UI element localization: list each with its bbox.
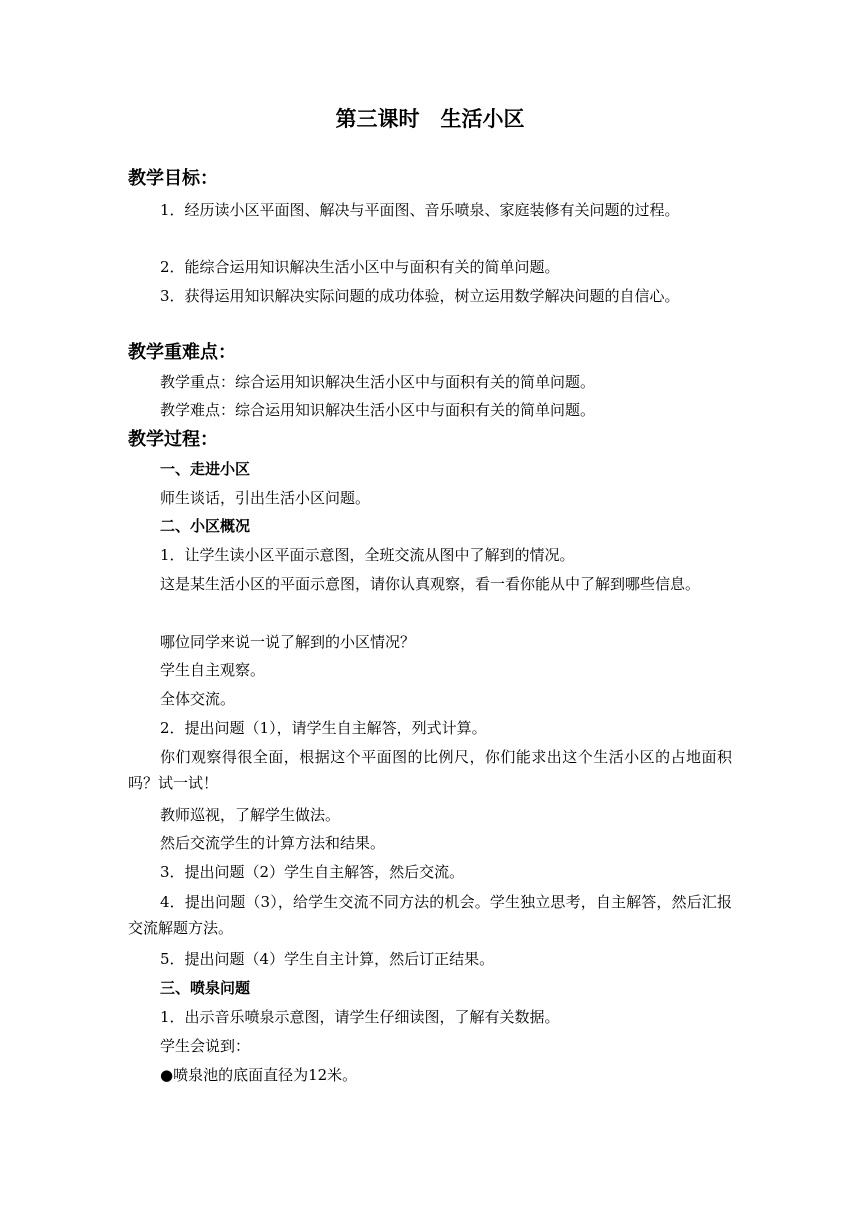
objectives-heading: 教学目标： xyxy=(128,168,218,189)
section-title-3: 三、喷泉问题 xyxy=(160,979,251,997)
paragraph: 4．提出问题（3），给学生交流不同方法的机会。学生独立思考，自主解答，然后汇报交流解题方法。 xyxy=(128,893,732,937)
section-title-2: 二、小区概况 xyxy=(160,517,251,535)
paragraph: 哪位同学来说一说了解到的小区情况？ xyxy=(160,633,416,651)
paragraph: 师生谈话，引出生活小区问题。 xyxy=(160,489,371,507)
key-points-heading: 教学重难点： xyxy=(128,342,236,363)
paragraph: 教师巡视，了解学生做法。 xyxy=(160,806,341,824)
process-heading: 教学过程： xyxy=(128,429,218,450)
paragraph: 这是某生活小区的平面示意图，请你认真观察，看一看你能从中了解到哪些信息。 xyxy=(160,575,701,593)
bullet-item: ●喷泉池的底面直径为12米。 xyxy=(160,1066,358,1084)
page-title: 第三课时 生活小区 xyxy=(335,107,525,131)
paragraph: 3．提出问题（2）学生自主解答，然后交流。 xyxy=(160,863,465,881)
key-point-item-1: 教学重点：综合运用知识解决生活小区中与面积有关的简单问题。 xyxy=(160,373,596,391)
paragraph: 1．出示音乐喷泉示意图，请学生仔细读图，了解有关数据。 xyxy=(160,1008,560,1026)
objective-item-3: 3．获得运用知识解决实际问题的成功体验，树立运用数学解决问题的自信心。 xyxy=(160,287,680,305)
paragraph: 1．让学生读小区平面示意图，全班交流从图中了解到的情况。 xyxy=(160,546,575,564)
key-point-item-2: 教学难点：综合运用知识解决生活小区中与面积有关的简单问题。 xyxy=(160,401,596,419)
section-title-1: 一、走进小区 xyxy=(160,460,251,478)
objective-item-1: 1．经历读小区平面图、解决与平面图、音乐喷泉、家庭装修有关问题的过程。 xyxy=(160,201,680,219)
paragraph: 学生会说到： xyxy=(160,1037,251,1055)
paragraph: 全体交流。 xyxy=(160,690,236,708)
paragraph: 5．提出问题（4）学生自主计算，然后订正结果。 xyxy=(160,950,495,968)
paragraph: 你们观察得很全面，根据这个平面图的比例尺，你们能求出这个生活小区的占地面积吗？试一试！ xyxy=(128,748,732,792)
paragraph: 2．提出问题（1），请学生自主解答，列式计算。 xyxy=(160,719,487,737)
paragraph: 然后交流学生的计算方法和结果。 xyxy=(160,834,386,852)
paragraph: 学生自主观察。 xyxy=(160,661,266,679)
objective-item-2: 2．能综合运用知识解决生活小区中与面积有关的简单问题。 xyxy=(160,258,560,276)
